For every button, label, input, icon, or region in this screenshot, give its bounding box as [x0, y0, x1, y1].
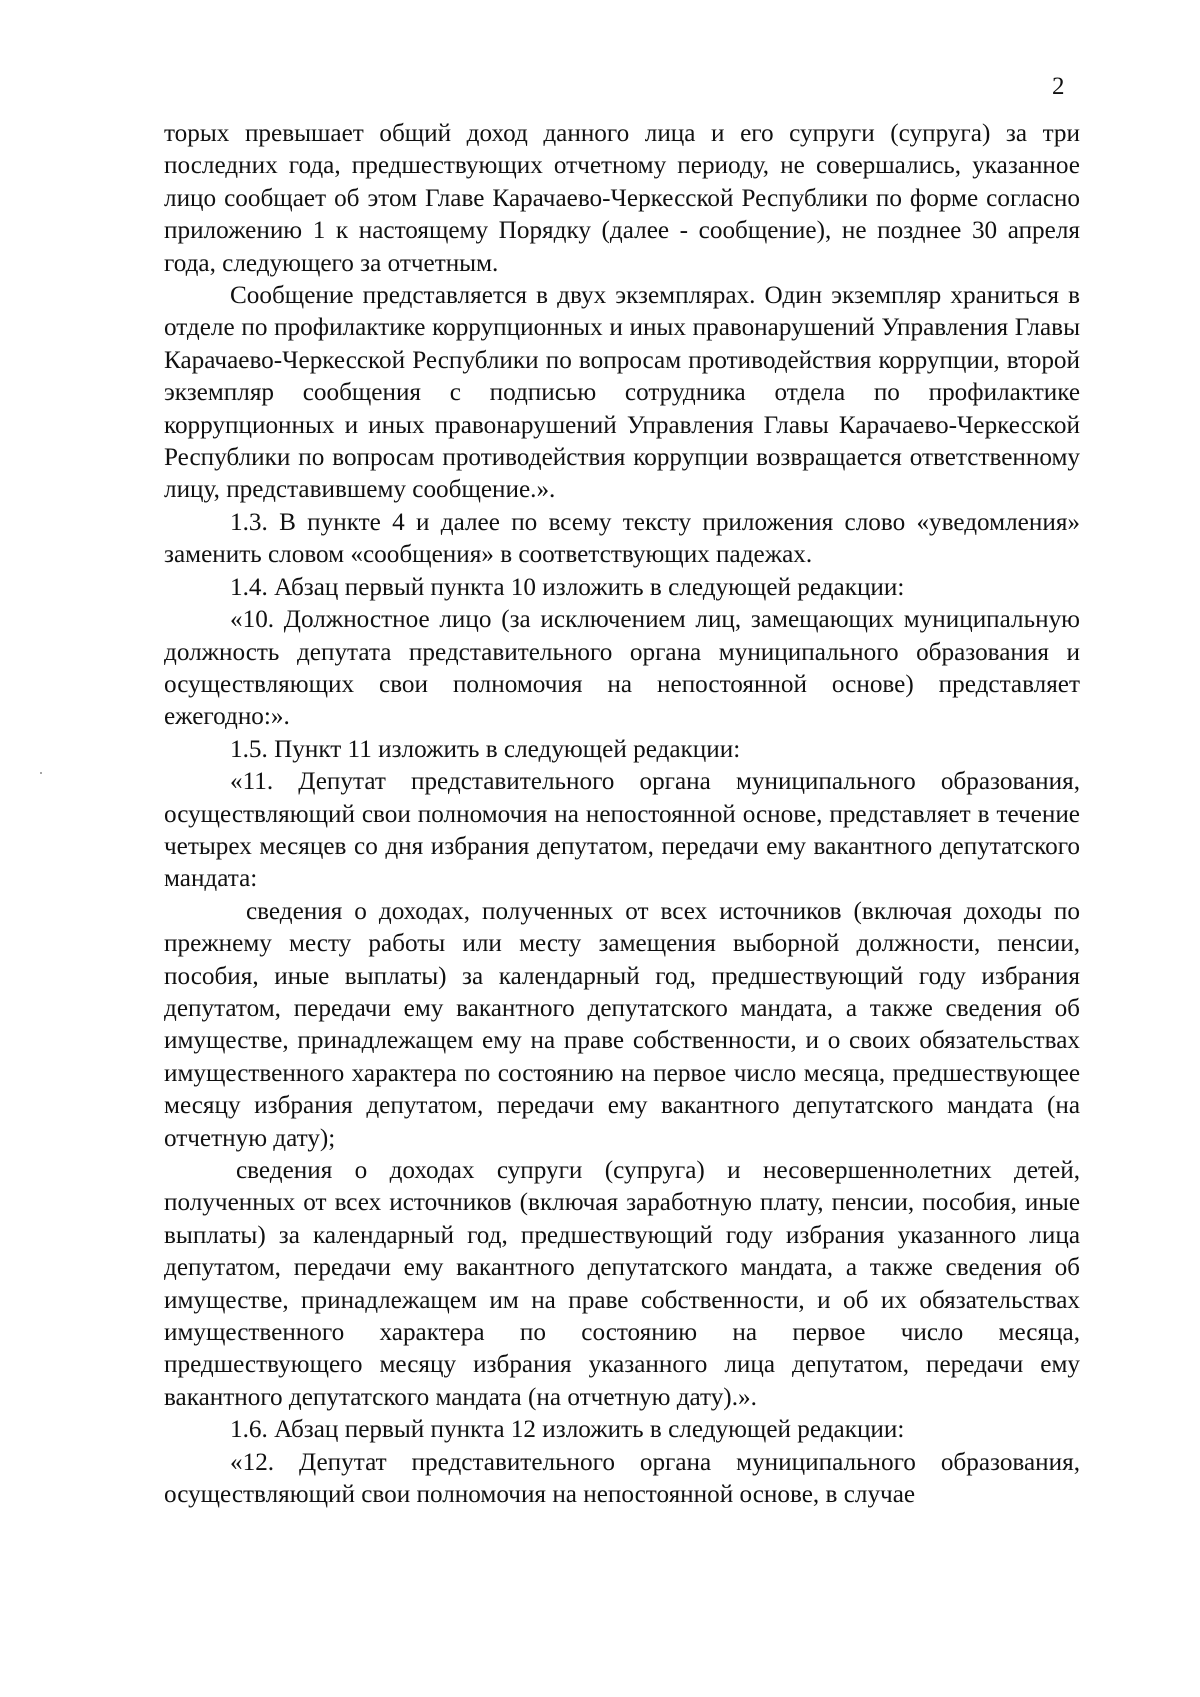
paragraph-point-11: «11. Депутат представительного органа муниципального образования, осуществляющий свои полномочия на непостоянной основе, представляет в течение четырех месяцев со дня избрания депутатом, передачи ему вакантного депутатского мандата: — [164, 768, 1080, 893]
paragraph-income-info: сведения о доходах, полученных от всех источников (включая доходы по прежнему месту работы или месту замещения выборной должности, пенсии, пособия, иные выплаты) за календарный год, предшествующий году избрания депутатом, передачи ему вакантного депутатского мандата, а также сведения об имуществе, принадлежащем ему на праве собственности, и о своих обязательствах имущественного характера по состоянию на первое число месяца, предшествующее месяцу избрания депутатом, передачи ему вакантного депутатского мандата (на отчетную дату); — [164, 897, 1080, 1152]
paragraph-spouse-income-info: сведения о доходах супруги (супруга) и несовершеннолетних детей, полученных от всех источников (включая заработную плату, пенсии, пособия, иные выплаты) за календарный год, предшествующий году избрания указанного лица депутатом, передачи ему вакантного депутатского мандата, а также сведения об имуществе, принадлежащем им на праве собственности, и об их обязательствах имущественного характера по состоянию на первое число месяца, предшествующего месяцу избрания указанного лица депутатом, передачи ему вакантного депутатского мандата (на отчетную дату).». — [164, 1157, 1080, 1411]
document-body — [164, 118, 1080, 1511]
paragraph-continuation: торых превышает общий доход данного лица и его супруги (супруга) за три последних года, предшествующих отчетному периоду, не совершались, указанное лицо сообщает об этом Главе Карачаево-Черкесской Республики по форме согласно приложению 1 к настоящему Порядку (далее - сообщение), не позднее 30 апреля года, следующего за отчетным. — [164, 120, 1080, 277]
paragraph-point-10: «10. Должностное лицо (за исключением лиц, замещающих муниципальную должность депутата представительного органа муниципального образования и осуществляющих свои полномочия на непостоянной основе) представляет ежегодно:». — [164, 606, 1080, 731]
paragraph-item-1-6: 1.6. Абзац первый пункта 12 изложить в следующей редакции: — [230, 1416, 905, 1444]
paragraph-item-1-3: 1.3. В пункте 4 и далее по всему тексту приложения слово «уведомления» заменить словом «сообщения» в соответствующих падежах. — [164, 508, 1080, 569]
paragraph-message-copies: Сообщение представляется в двух экземплярах. Один экземпляр храниться в отделе по профилактике коррупционных и иных правонарушений Управления Главы Карачаево-Черкесской Республики по вопросам противодействия коррупции, второй экземпляр сообщения с подписью сотрудника отдела по профилактике коррупционных и иных правонарушений Управления Главы Карачаево-Черкесской Республики по вопросам противодействия коррупции возвращается ответственному лицу, представившему сообщение.». — [164, 282, 1080, 504]
paragraph-item-1-5: 1.5. Пункт 11 изложить в следующей редакции: — [230, 735, 741, 763]
scan-artifact — [40, 772, 42, 774]
paragraph-item-1-4: 1.4. Абзац первый пункта 10 изложить в следующей редакции: — [230, 573, 905, 601]
page-number: 2 — [1052, 73, 1065, 100]
paragraph-point-12: «12. Депутат представительного органа муниципального образования, осуществляющий свои полномочия на непостоянной основе, в случае — [164, 1448, 1080, 1509]
